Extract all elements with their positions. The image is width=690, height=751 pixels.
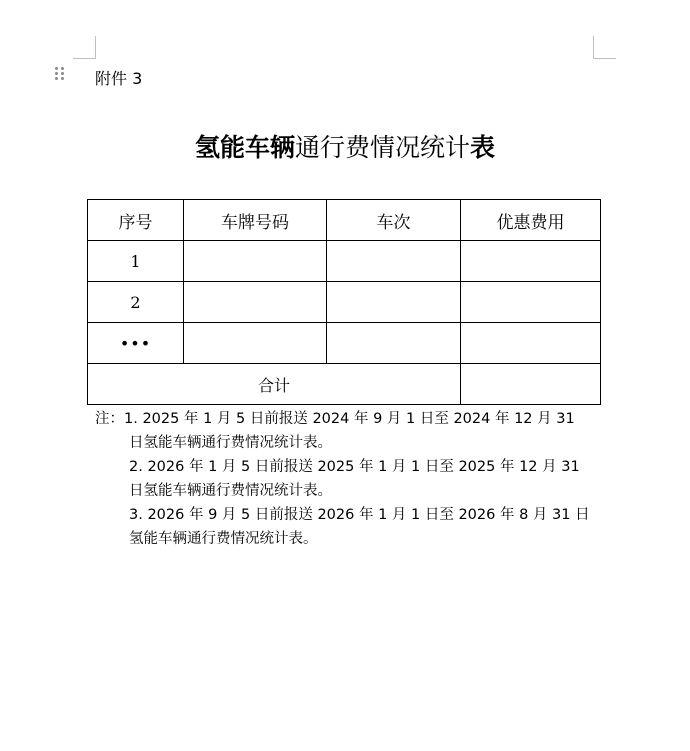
row-index-cell[interactable]: 2 [88, 282, 184, 323]
table-row [88, 241, 601, 282]
page-corner-top-right [593, 36, 616, 59]
note-1-line-2: 日氢能车辆通行费情况统计表。 [129, 435, 332, 451]
title-part-bold-2: 表 [470, 133, 496, 162]
note-3-line-1: 3. 2026 年 9 月 5 日前报送 2026 年 1 月 1 日至 2026 年 8 月 31 日 [129, 507, 590, 523]
statistics-table [87, 199, 601, 405]
discount-fee-cell[interactable] [461, 282, 601, 323]
row-index-cell[interactable]: 1 [88, 241, 184, 282]
table-row [88, 282, 601, 323]
paragraph-drag-handle-icon[interactable] [55, 67, 67, 83]
title-part-bold-1: 氢能车辆 [194, 133, 295, 162]
total-row [88, 364, 601, 405]
notes-section [95, 407, 605, 551]
plate-number-cell[interactable] [184, 282, 327, 323]
total-value-cell[interactable] [461, 364, 601, 405]
plate-number-cell[interactable] [184, 241, 327, 282]
table-row [88, 323, 601, 364]
table-header-row [88, 200, 601, 241]
notes-prefix: 注： [95, 411, 124, 427]
trips-cell[interactable] [327, 282, 461, 323]
row-index-cell[interactable]: ••• [88, 323, 184, 364]
document-title [0, 131, 690, 165]
page-corner-top-left [73, 36, 96, 59]
trips-cell[interactable] [327, 323, 461, 364]
header-index: 序号 [88, 200, 184, 241]
title-part-regular: 通行费情况统计 [294, 133, 470, 162]
plate-number-cell[interactable] [184, 323, 327, 364]
note-item-1 [95, 407, 605, 431]
note-1-line-1: 1. 2025 年 1 月 5 日前报送 2024 年 9 月 1 日至 2024 年 12 月 31 [124, 411, 575, 427]
header-discount-fee: 优惠费用 [461, 200, 601, 241]
note-2-line-1: 2. 2026 年 1 月 5 日前报送 2025 年 1 月 1 日至 2025 年 12 月 31 [129, 459, 580, 475]
note-3-line-2: 氢能车辆通行费情况统计表。 [129, 531, 318, 547]
header-plate-number: 车牌号码 [184, 200, 327, 241]
total-label-cell[interactable]: 合计 [88, 364, 461, 405]
discount-fee-cell[interactable] [461, 323, 601, 364]
header-trips: 车次 [327, 200, 461, 241]
trips-cell[interactable] [327, 241, 461, 282]
attachment-label: 附件 3 [95, 69, 143, 88]
note-2-line-2: 日氢能车辆通行费情况统计表。 [129, 483, 332, 499]
discount-fee-cell[interactable] [461, 241, 601, 282]
